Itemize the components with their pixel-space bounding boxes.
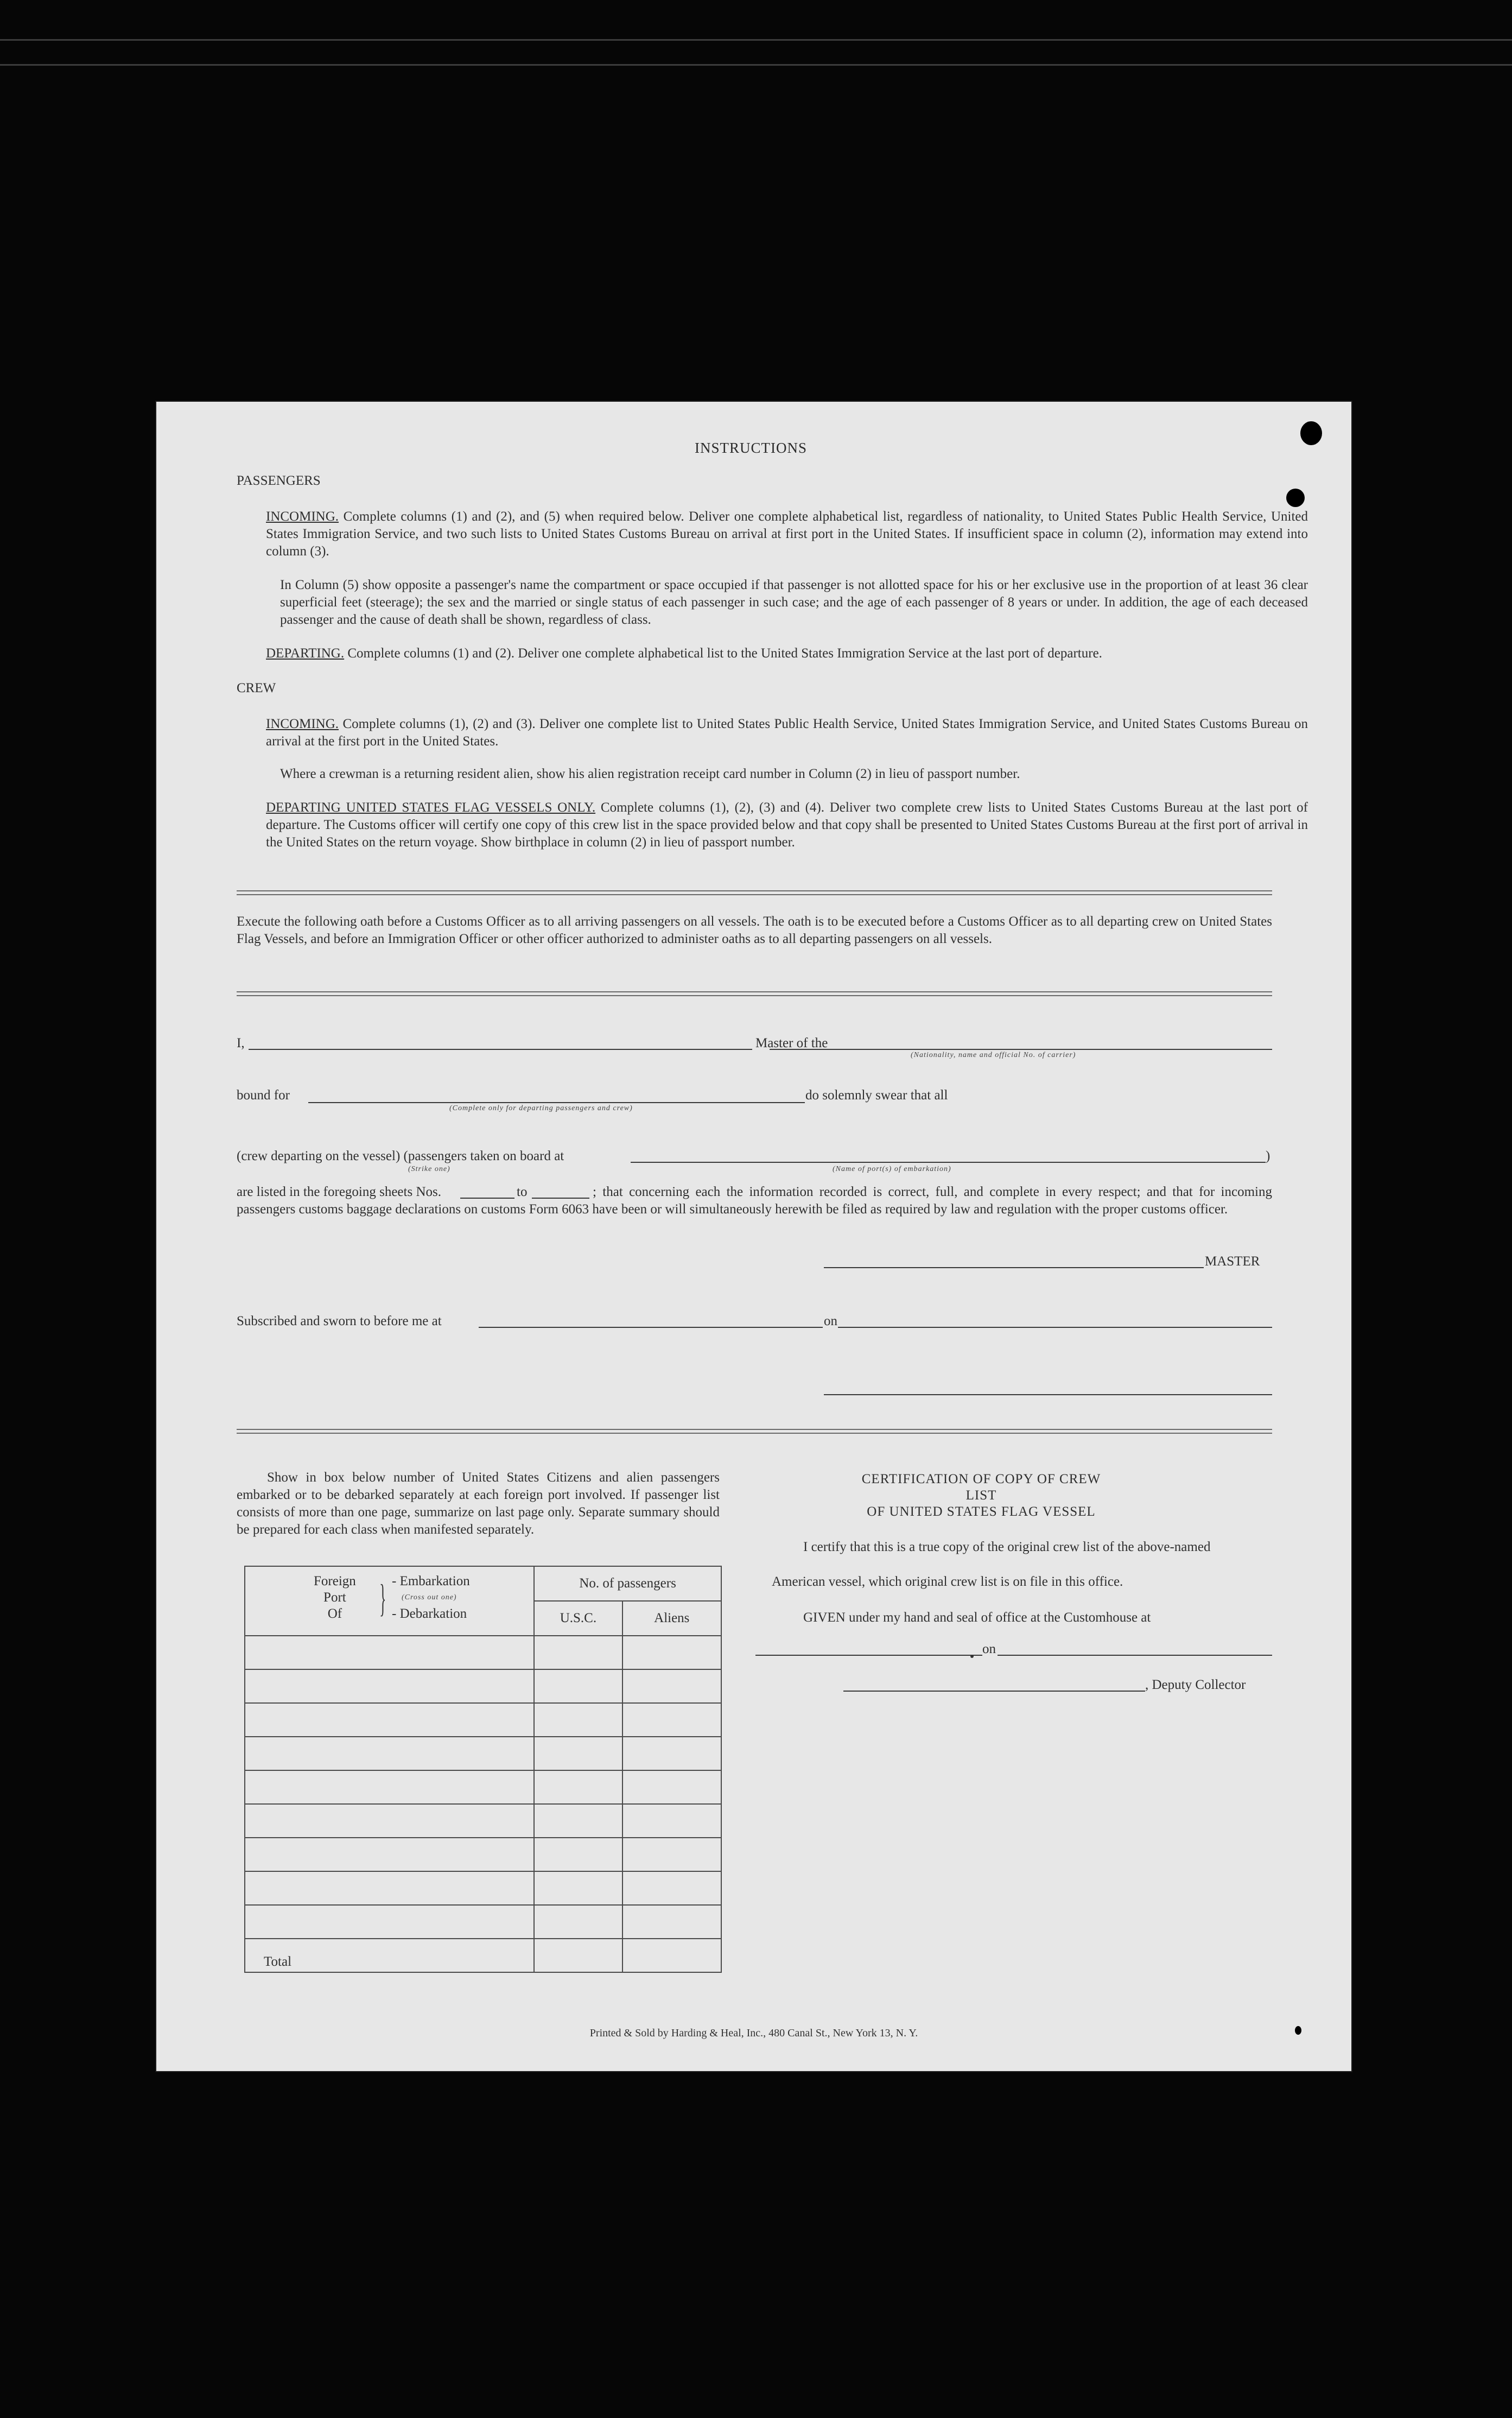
aliens-cell[interactable] — [622, 1871, 721, 1905]
oath-instructions: Execute the following oath before a Customs Officer as to all arriving passengers on all vessels. The oath is to be executed before a Customs Officer as to all departing crew on United States Flag Vessels, and before an Immigration Officer or other officer authorized to administer oaths as to all departing passengers on all vessels. — [237, 914, 1272, 946]
aliens-header: Aliens — [622, 1601, 721, 1636]
total-label: Total — [245, 1939, 534, 1972]
port-cell[interactable] — [245, 1905, 534, 1939]
passenger-summary-table — [244, 1566, 722, 1973]
on-label: on — [824, 1314, 837, 1328]
master-name-field[interactable] — [249, 1049, 752, 1050]
usc-cell[interactable] — [534, 1838, 622, 1871]
port-cell[interactable] — [245, 1770, 534, 1804]
port-cell[interactable] — [245, 1737, 534, 1770]
bound-for-label: bound for — [237, 1088, 290, 1103]
embarkation-label[interactable]: - Embarkation — [392, 1574, 470, 1588]
foreign-label: Foreign — [314, 1574, 356, 1588]
section-divider — [237, 1429, 1272, 1434]
departing-label: DEPARTING. — [266, 646, 345, 661]
master-label: MASTER — [1205, 1254, 1260, 1269]
deputy-collector-label: , Deputy Collector — [1145, 1678, 1246, 1692]
port-cell[interactable] — [245, 1838, 534, 1871]
crew-incoming-paragraph — [266, 716, 1308, 750]
section-divider — [237, 991, 1272, 996]
aliens-total-cell[interactable] — [622, 1939, 721, 1972]
complete-only-caption: (Complete only for departing passengers and crew) — [449, 1104, 633, 1112]
usc-total-cell[interactable] — [534, 1939, 622, 1972]
usc-cell[interactable] — [534, 1636, 622, 1669]
subscribed-label: Subscribed and sworn to before me at — [237, 1314, 442, 1328]
aliens-cell[interactable] — [622, 1838, 721, 1871]
aliens-cell[interactable] — [622, 1737, 721, 1770]
certify-text-2: American vessel, which original crew list is on file in this office. — [772, 1574, 1123, 1589]
usc-header: U.S.C. — [534, 1601, 622, 1636]
film-speck — [1300, 421, 1322, 445]
instructions-title: INSTRUCTIONS — [695, 440, 808, 456]
close-paren: ) — [1266, 1149, 1270, 1163]
section-divider — [237, 890, 1272, 895]
sworn-place-field[interactable] — [479, 1327, 823, 1328]
port-cell[interactable] — [245, 1636, 534, 1669]
column5-paragraph: In Column (5) show opposite a passenger's name the compartment or space occupied if that passenger is not allotted space for his or her exclusive use in the proportion of at least 36 clear superficial feet (steerage); the sex and the married or single status of each passenger in such case; and the age of each passenger of 8 years or under. In addition, the age of each deceased passenger and the cause of death shall be shown, regardless of class. — [280, 578, 1308, 627]
passengers-header: No. of passengers — [534, 1566, 721, 1601]
of-label: Of — [327, 1606, 342, 1621]
usc-cell[interactable] — [534, 1737, 622, 1770]
aliens-cell[interactable] — [622, 1669, 721, 1703]
film-edge-line — [0, 39, 1512, 41]
deputy-collector-signature[interactable] — [843, 1691, 1145, 1692]
passengers-heading: PASSENGERS — [237, 473, 321, 488]
bound-for-field[interactable] — [308, 1102, 805, 1103]
sheets-prefix: are listed in the foregoing sheets Nos. — [237, 1185, 441, 1199]
film-speck — [1286, 489, 1305, 507]
port-label: Port — [323, 1590, 346, 1605]
vessel-field[interactable] — [770, 1049, 1272, 1050]
aliens-cell[interactable] — [622, 1770, 721, 1804]
i-label: I, — [237, 1036, 245, 1050]
customhouse-field[interactable] — [755, 1655, 982, 1656]
port-cell[interactable] — [245, 1804, 534, 1838]
ports-caption: (Name of port(s) of embarkation) — [833, 1165, 951, 1173]
aliens-cell[interactable] — [622, 1905, 721, 1939]
usc-cell[interactable] — [534, 1871, 622, 1905]
port-cell[interactable] — [245, 1871, 534, 1905]
passengers-departing-paragraph — [266, 645, 1308, 662]
crew-heading: CREW — [237, 681, 276, 695]
usc-cell[interactable] — [534, 1669, 622, 1703]
departing-text: Complete columns (1) and (2). Deliver one complete alphabetical list to the United States Immigration Service at the last port of departure. — [347, 646, 1102, 661]
certify-text-1: I certify that this is a true copy of the original crew list of the above-named — [803, 1540, 1211, 1554]
incoming-label: INCOMING. — [266, 509, 339, 524]
sworn-date-field[interactable] — [838, 1327, 1272, 1328]
crew-departing-text: (crew departing on the vessel) (passengers taken on board at — [237, 1149, 564, 1163]
passengers-incoming-paragraph — [266, 508, 1308, 560]
sheets-suffix: ; that concerning each the information recorded is correct, full, and complete in every respect; and that for incoming passengers customs baggage declarations on customs Form 6063 have been or will simultaneously herewith be filed as required by law and regulation with the proper customs officer. — [237, 1185, 1272, 1217]
certification-title-line1: CERTIFICATION OF COPY OF CREW LIST — [861, 1472, 1101, 1503]
strike-one-caption: (Strike one) — [408, 1165, 450, 1173]
film-edge-line — [0, 64, 1512, 66]
incoming-text: Complete columns (1) and (2), and (5) when required below. Deliver one complete alphabetical list, regardless of nationality, to United States Public Health Service, United States Immigration Service, and two such lists to United States Customs Bureau on arrival at first port in the United States. If insufficient space in column (2), information may extend into column (3). — [266, 509, 1308, 559]
port-cell[interactable] — [245, 1669, 534, 1703]
document-page — [156, 402, 1351, 2071]
aliens-cell[interactable] — [622, 1636, 721, 1669]
film-speck — [970, 1655, 974, 1658]
master-signature-field[interactable] — [824, 1267, 1204, 1268]
film-speck — [1295, 2026, 1301, 2035]
departing-flag-paragraph — [266, 799, 1308, 851]
usc-cell[interactable] — [534, 1770, 622, 1804]
embarkation-ports-field[interactable] — [631, 1162, 1266, 1163]
certification-date-field[interactable] — [998, 1655, 1272, 1656]
given-text: GIVEN under my hand and seal of office at the Customhouse at — [803, 1610, 1151, 1625]
debarkation-label[interactable]: - Debarkation — [392, 1606, 467, 1621]
crew-incoming-label: INCOMING. — [266, 717, 339, 731]
to-label: to — [517, 1185, 528, 1199]
usc-cell[interactable] — [534, 1905, 622, 1939]
officer-signature-field[interactable] — [824, 1394, 1272, 1395]
nationality-caption: (Nationality, name and official No. of carrier) — [911, 1051, 1076, 1059]
certification-title-line2: OF UNITED STATES FLAG VESSEL — [867, 1504, 1096, 1519]
crewman-paragraph: Where a crewman is a returning resident alien, show his alien registration receipt card number in Column (2) in lieu of passport number. — [280, 767, 1020, 781]
aliens-cell[interactable] — [622, 1804, 721, 1838]
crew-incoming-text: Complete columns (1), (2) and (3). Deliver one complete list to United States Public Health Service, United States Immigration Service, and United States Customs Bureau on arrival at the first port in the United States. — [266, 717, 1308, 749]
certification-on-label: on — [982, 1642, 996, 1656]
usc-cell[interactable] — [534, 1703, 622, 1737]
usc-cell[interactable] — [534, 1804, 622, 1838]
printer-footer: Printed & Sold by Harding & Heal, Inc., 480 Canal St., New York 13, N. Y. — [589, 2027, 918, 2039]
departing-flag-label: DEPARTING UNITED STATES FLAG VESSELS ONLY. — [266, 800, 596, 815]
cross-out-caption: (Cross out one) — [402, 1593, 457, 1602]
swear-text: do solemnly swear that all — [805, 1088, 948, 1103]
master-of-label: Master of the — [755, 1036, 828, 1050]
departing-flag-text: Complete columns (1), (2), (3) and (4). Deliver two complete crew lists to United States Customs Bureau at the last port of departure. The Customs officer will certify one copy of this crew list in the space provided below and that copy shall be presented to United States Customs Bureau at the first port of arrival in the United States on the return voyage. Show birthplace in column (2) in lieu of passport number. — [266, 800, 1308, 850]
port-header-cell: Foreign Port Of } - Embarkation (Cross out one) - Debarkation — [245, 1566, 534, 1636]
summary-instructions: Show in box below number of United States Citizens and alien passengers embarked or to be debarked separately at each foreign port involved. If passenger list consists of more than one page, summarize on last page only. Separate summary should be prepared for each class when manifested separately. — [237, 1470, 720, 1537]
port-cell[interactable] — [245, 1703, 534, 1737]
aliens-cell[interactable] — [622, 1703, 721, 1737]
certification-title — [856, 1471, 1106, 1520]
